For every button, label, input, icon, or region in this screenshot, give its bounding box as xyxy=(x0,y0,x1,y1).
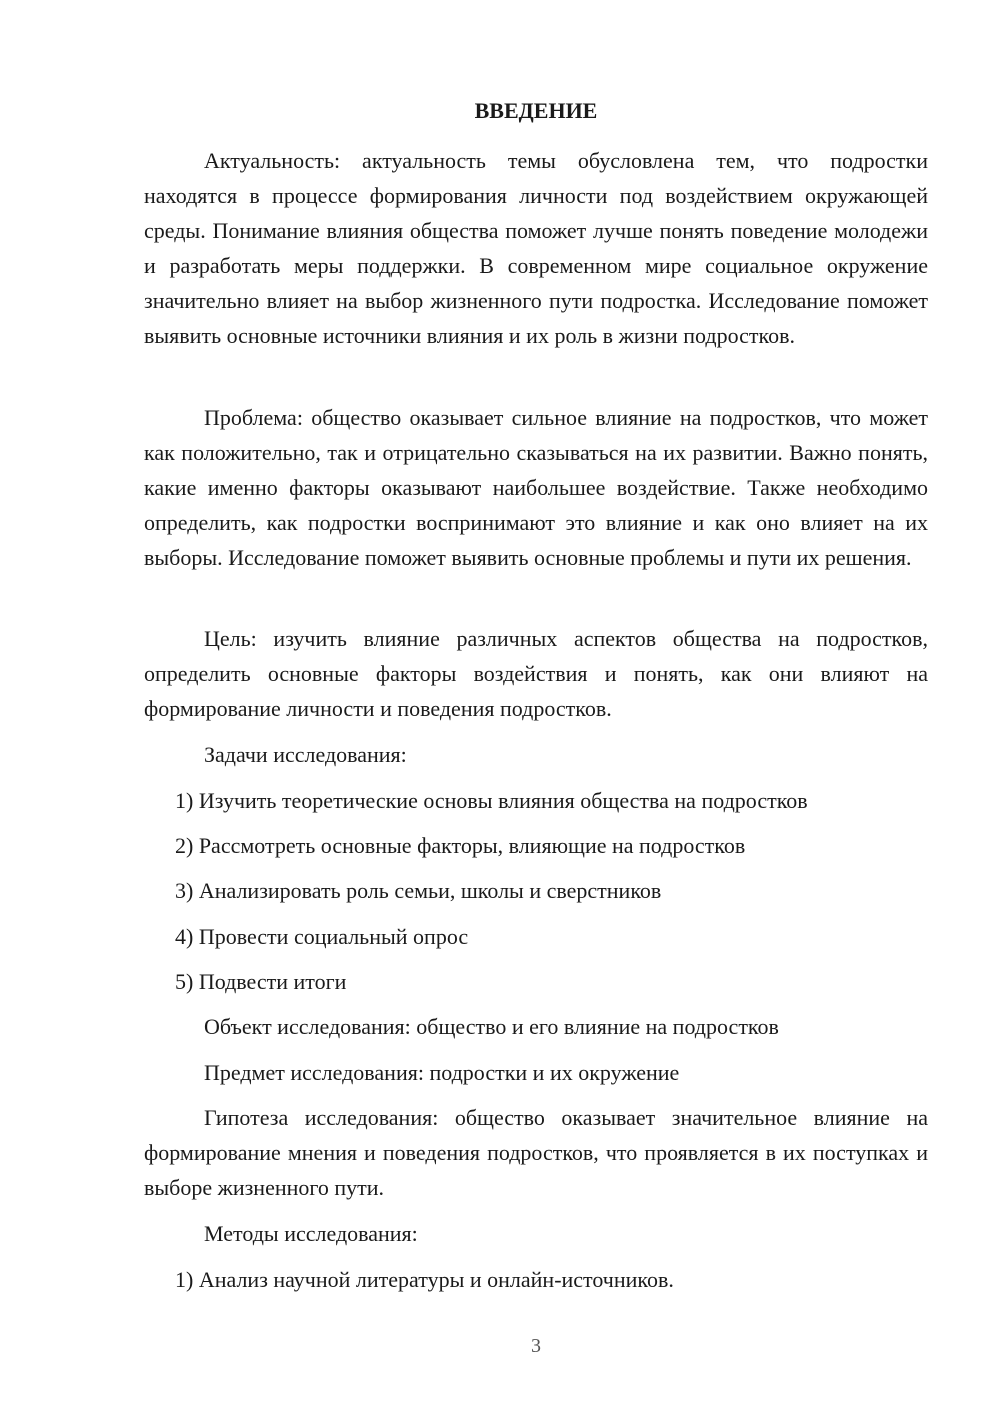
hypothesis-paragraph: Гипотеза исследования: общество оказывает значительное влияние на формирование мнения и поведения подростков, что проявляется в их поступках и выборе жизненного пути. xyxy=(144,1105,928,1200)
task-item: 1) Изучить теоретические основы влияния общества на подростков xyxy=(175,788,808,813)
tasks-heading: Задачи исследования: xyxy=(204,742,407,767)
subject-line: Предмет исследования: подростки и их окружение xyxy=(204,1060,680,1085)
page-number: 3 xyxy=(531,1335,541,1357)
problem-paragraph: Проблема: общество оказывает сильное влияние на подростков, что может как положительно, так и отрицательно сказываться на их развитии. Важно понять, какие именно факторы оказывают наибольшее воздействие. Также необходимо определить, как подростки воспринимают это влияние и как оно влияет на их выборы. Исследование поможет выявить основные проблемы и пути их решения. xyxy=(144,405,928,570)
goal-paragraph: Цель: изучить влияние различных аспектов общества на подростков, определить основные факторы воздействия и понять, как они влияют на формирование личности и поведения подростков. xyxy=(144,626,928,721)
task-item: 2) Рассмотреть основные факторы, влияющие на подростков xyxy=(175,833,746,858)
method-item: 1) Анализ научной литературы и онлайн-источников. xyxy=(175,1267,674,1292)
task-item: 4) Провести социальный опрос xyxy=(175,924,469,949)
object-line: Объект исследования: общество и его влияние на подростков xyxy=(204,1014,779,1039)
task-item: 5) Подвести итоги xyxy=(175,969,347,994)
methods-heading: Методы исследования: xyxy=(204,1221,418,1246)
task-item: 3) Анализировать роль семьи, школы и сверстников xyxy=(175,878,662,903)
relevance-paragraph: Актуальность: актуальность темы обусловлена тем, что подростки находятся в процессе формирования личности под воздействием окружающей среды. Понимание влияния общества поможет лучше понять поведение молодежи и разработать меры поддержки. В современном мире социальное окружение значительно влияет на выбор жизненного пути подростка. Исследование поможет выявить основные источники влияния и их роль в жизни подростков. xyxy=(144,148,928,348)
page-title: ВВЕДЕНИЕ xyxy=(474,98,598,123)
